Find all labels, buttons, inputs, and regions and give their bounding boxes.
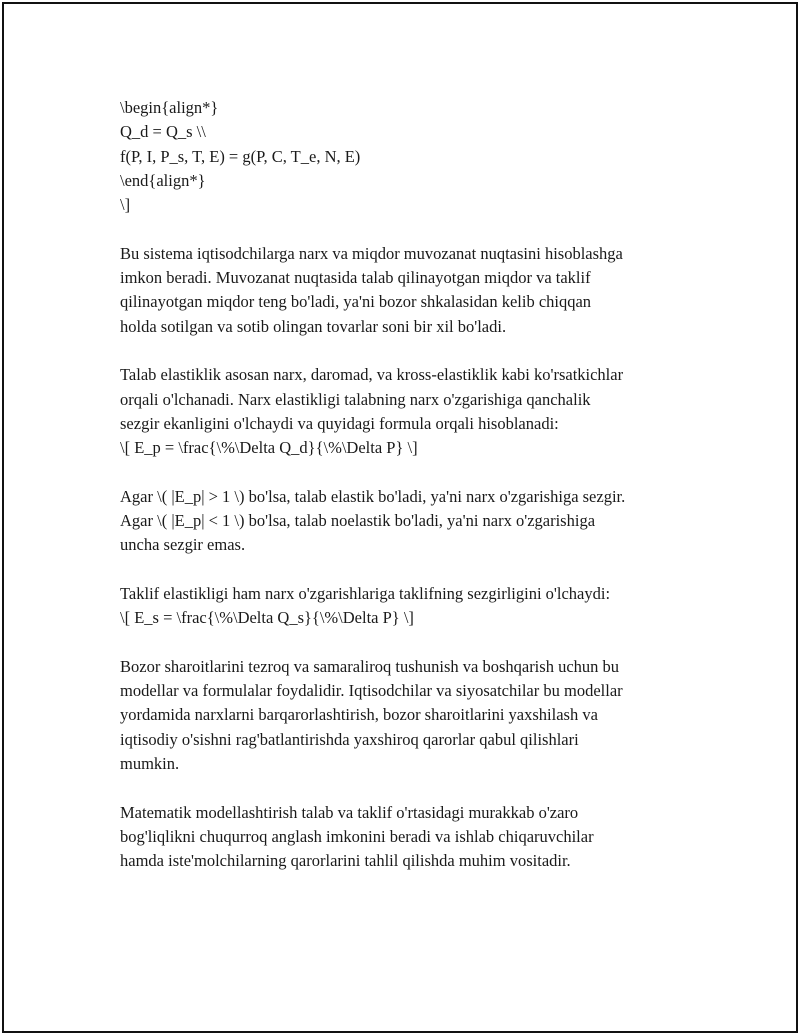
text-line: Bu sistema iqtisodchilarga narx va miqdor muvozanat nuqtasini hisoblashga	[120, 243, 623, 263]
paragraph-mathematical-modeling	[120, 801, 700, 874]
text-line: Q_d = Q_s \\	[120, 122, 206, 142]
text-line: holda sotilgan va sotib olingan tovarlar soni bir xil bo'ladi.	[120, 316, 507, 336]
text-line: Bozor sharoitlarini tezroq va samaraliroq tushunish va boshqarish uchun bu	[120, 656, 620, 676]
latex-equation-system	[120, 96, 700, 217]
text-line: modellar va formulalar foydalidir. Iqtisodchilar va siyosatchilar bu modellar	[120, 681, 623, 701]
formula-line: \[ E_s = \frac{\%\Delta Q_s}{\%\Delta P} \]	[120, 608, 414, 628]
formula-line: \[ E_p = \frac{\%\Delta Q_d}{\%\Delta P} \]	[120, 438, 418, 458]
text-line: orqali o'lchanadi. Narx elastikligi talabning narx o'zgarishiga qanchalik	[120, 389, 591, 409]
text-line: \begin{align*}	[120, 98, 219, 117]
text-line: Agar \( |E_p| < 1 \) bo'lsa, talab noelastik bo'ladi, ya'ni narx o'zgarishiga	[120, 511, 596, 531]
paragraph-elasticity-conditions	[120, 485, 700, 558]
text-line: yordamida narxlarni barqarorlashtirish, bozor sharoitlarini yaxshilash va	[120, 705, 598, 725]
document-body	[120, 96, 700, 898]
paragraph-equilibrium	[120, 242, 700, 339]
text-line: \end{align*}	[120, 170, 206, 190]
paragraph-supply-elasticity	[120, 582, 700, 631]
text-line: qilinayotgan miqdor teng bo'ladi, ya'ni bozor shkalasidan kelib chiqqan	[120, 292, 592, 312]
paragraph-market-conditions	[120, 655, 700, 776]
text-line: bog'liqlikni chuqurroq anglash imkonini beradi va ishlab chiqaruvchilar	[120, 826, 594, 846]
text-line: \]	[120, 195, 131, 215]
text-line: uncha sezgir emas.	[120, 535, 246, 555]
text-line: iqtisodiy o'sishni rag'batlantirishda yaxshiroq qarorlar qabul qilishlari	[120, 729, 579, 749]
text-line: imkon beradi. Muvozanat nuqtasida talab qilinayotgan miqdor va taklif	[120, 268, 591, 288]
paragraph-demand-elasticity	[120, 363, 700, 460]
text-line: sezgir ekanligini o'lchaydi va quyidagi formula orqali hisoblanadi:	[120, 413, 559, 433]
text-line: mumkin.	[120, 754, 180, 774]
text-line: Taklif elastikligi ham narx o'zgarishlariga taklifning sezgirligini o'lchaydi:	[120, 583, 611, 603]
text-line: f(P, I, P_s, T, E) = g(P, C, T_e, N, E)	[120, 146, 361, 166]
text-line: hamda iste'molchilarning qarorlarini tahlil qilishda muhim vositadir.	[120, 851, 571, 871]
text-line: Talab elastiklik asosan narx, daromad, va kross-elastiklik kabi ko'rsatkichlar	[120, 365, 624, 385]
document-page	[2, 2, 798, 1033]
text-line: Matematik modellashtirish talab va taklif o'rtasidagi murakkab o'zaro	[120, 802, 579, 822]
text-line: Agar \( |E_p| > 1 \) bo'lsa, talab elastik bo'ladi, ya'ni narx o'zgarishiga sezgir.	[120, 486, 626, 506]
